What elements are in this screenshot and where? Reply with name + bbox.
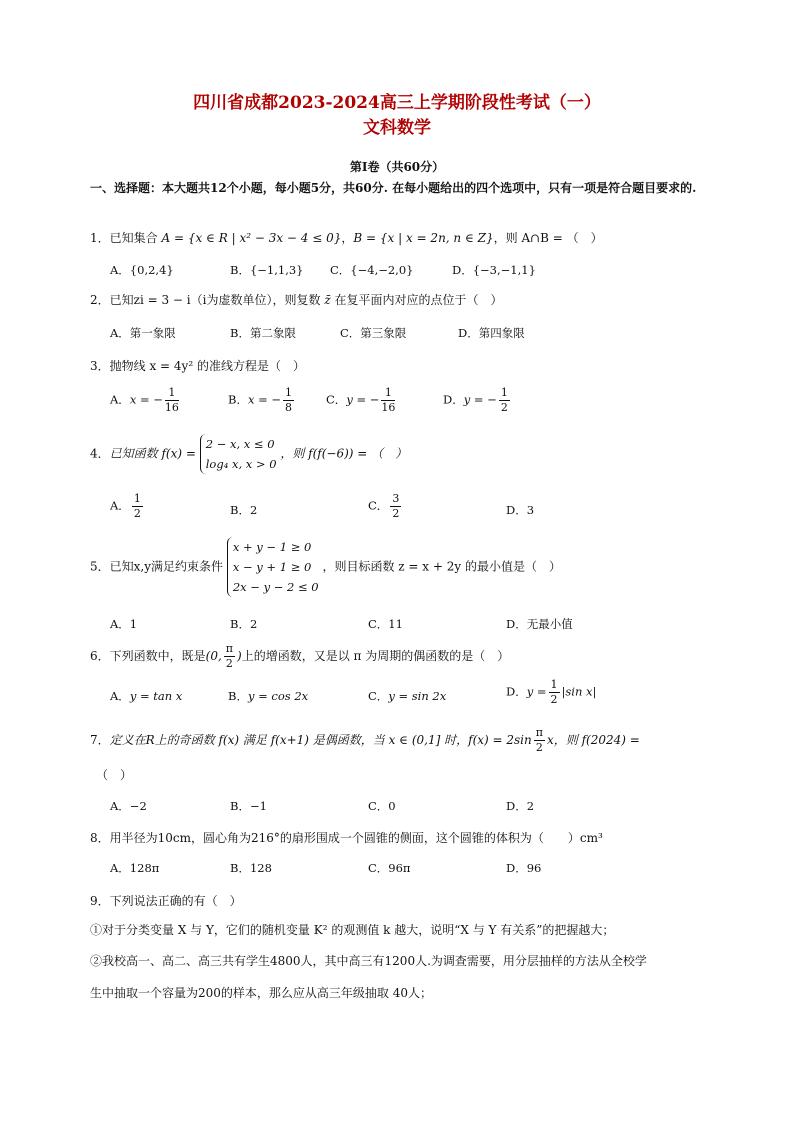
numerator: π [225,642,234,655]
q1-option-c: C．{−4,−2,0} [330,263,414,277]
q2-option-d: D．第四象限 [458,326,525,340]
denominator: 2 [392,507,400,520]
denominator: 2 [133,507,141,520]
question-number: 8． [90,831,110,845]
exam-title: 四川省成都2023-2024高三上学期阶段性考试（一） [193,93,601,113]
q9-statement-2a: ②我校高一、高二、高三共有学生4800人，其中高三有1200人.为调查需要，用分层抽样的方法从全校学 [90,954,647,968]
option-expr: y = sin 2x [388,689,447,703]
q4-option-d [506,502,534,518]
constraint-system [227,537,319,597]
denominator: 2 [535,741,543,754]
question-number: 9． [90,894,110,908]
q9-statement-1: ①对于分类变量 X 与 Y，它们的随机变量 K² 的观测值 k 越大，说明“X 与 Y 有关系”的把握越大； [90,923,615,937]
option-expr: y = [526,684,547,699]
q1-option-a: A．{0,2,4} [110,263,174,277]
fraction [549,678,560,707]
q3-option-c [326,386,397,415]
question-8 [90,829,603,846]
option-label: A． [110,392,130,407]
question-text: 抛物线 x = 4y² 的准线方程是（ ） [109,359,305,373]
fraction [224,642,235,671]
question-text: ， [341,231,354,245]
q7-option-d: D．2 [506,799,535,813]
q5-option-c: C．11 [368,617,403,631]
option-label: D． [506,503,527,517]
option-expr: y = − [346,392,380,407]
denominator: 8 [285,401,293,414]
question-text: 已知集合 [109,231,158,245]
option-expr: x = − [247,392,282,407]
question-7 [90,726,640,755]
q3-option-d [443,386,512,415]
question-9 [90,892,242,909]
question-text: 已知zi = 3 − i（i为虚数单位），则复数 [109,293,321,307]
set-b: B = {x | x = 2n, n ∈ Z} [353,231,494,245]
question-2 [90,291,502,308]
q5-option-a: A．1 [110,617,138,631]
option-label: A． [110,498,130,513]
question-4 [90,434,407,474]
fraction [534,726,545,755]
numerator: 1 [285,386,293,399]
z-conjugate: z̄ [324,293,331,307]
option-expr: y = tan x [129,689,183,703]
q4-option-a [110,492,145,521]
q7-option-a: A．−2 [110,799,147,813]
option-label: D． [443,392,464,407]
question-1 [90,229,603,246]
question-number: 1． [90,231,110,245]
q5-option-d: D．无最小值 [506,617,573,631]
option-expr: |sin x| [561,684,597,699]
question-5 [90,537,561,597]
q8-option-c: C．96π [368,861,411,875]
option-label: C． [368,498,389,513]
piecewise-function [200,434,277,474]
q4-option-b [230,502,257,518]
option-label: C． [326,392,347,407]
question-number: 5． [90,559,110,574]
option-label: A． [110,689,130,703]
option-value: 2 [249,503,258,517]
q6-option-a [110,688,182,704]
exam-subtitle: 文科数学 [363,118,431,138]
question-6 [90,642,509,671]
fraction [390,492,401,521]
q2-option-b: B．第二象限 [230,326,296,340]
constraint-2: x − y + 1 ≥ 0 [232,560,312,574]
denominator: 2 [500,401,508,414]
interval: ) [237,649,242,663]
piece-2: log₄ x, x > 0 [205,457,277,471]
numerator: π [535,726,543,739]
q2-option-c: C．第三象限 [340,326,407,340]
set-a: A = {x ∈ R | x² − 3x − 4 ≤ 0} [161,231,342,245]
option-expr: x = − [129,392,163,407]
question-text: 在复平面内对应的点位于（ ） [334,293,503,307]
q6-option-d [506,678,596,707]
option-label: D． [506,684,527,699]
q1-option-d: D．{−3,−1,1} [452,263,536,277]
option-expr: y = − [463,392,497,407]
q9-statement-2b: 生中抽取一个容量为200的样本，那么应从高三年级抽取 40人； [90,986,432,1000]
question-text: ，则 f(f(−6)) = （ ） [280,446,408,461]
question-text: x，则 f(2024) = [546,733,640,747]
question-text: 用半径为10cm，圆心角为216°的扇形围成一个圆锥的侧面，这个圆锥的体积为（ ）cm³ [109,831,603,845]
question-text: 已知函数 f(x) = [109,446,196,461]
question-text: ，则目标函数 z = x + 2y 的最小值是（ ） [322,559,561,574]
question-number: 2． [90,293,110,307]
q3-option-b [228,386,296,415]
denominator: 2 [225,657,233,670]
numerator: 1 [550,678,558,691]
q6-option-c [368,688,446,704]
denominator: 16 [164,401,179,414]
question-number: 3． [90,359,110,373]
fraction [381,386,395,415]
question-number: 7． [90,733,110,747]
question-text: 下列函数中，既是 [109,649,206,663]
option-expr: y = cos 2x [247,689,309,703]
constraint-3: 2x − y − 2 ≤ 0 [232,580,319,594]
question-3 [90,357,305,374]
piece-1: 2 − x, x ≤ 0 [205,437,275,451]
q2-option-a: A．第一象限 [110,326,176,340]
q8-option-b: B．128 [230,861,272,875]
q7-option-b: B．−1 [230,799,267,813]
option-value: 3 [526,503,535,517]
constraint-1: x + y − 1 ≥ 0 [232,540,312,554]
denominator: 16 [381,401,396,414]
section-title: 第Ⅰ卷（共60分） [349,160,445,174]
numerator: 1 [381,386,395,401]
question-number: 6． [90,649,110,663]
option-label: B． [228,689,248,703]
q8-option-d: D．96 [506,861,542,875]
option-label: B． [230,503,250,517]
question-text: 已知x,y满足约束条件 [109,559,224,574]
question-text: 上的增函数，又是以 π 为周期的偶函数的是（ ） [241,649,510,663]
q7-answer-paren: （ ） [96,768,133,782]
numerator: 3 [392,492,400,505]
q3-option-a [110,386,181,415]
numerator: 1 [133,492,141,505]
q7-option-c: C．0 [368,799,396,813]
denominator: 2 [550,693,558,706]
q5-option-b: B．2 [230,617,258,631]
numerator: 1 [500,386,508,399]
q4-option-c [368,492,403,521]
question-text: 定义在R上的奇函数 f(x) 满足 f(x+1) 是偶函数，当 x ∈ (0,1] 时，f(x) = 2sin [109,733,532,747]
q6-option-b [228,688,308,704]
numerator: 1 [165,386,179,401]
fraction [283,386,294,415]
question-text: ，则 A∩B = （ ） [493,231,603,245]
section-intro: 一、选择题：本大题共12个小题，每小题5分，共60分. 在每小题给出的四个选项中，只有一项是符合题目要求的. [90,181,697,195]
option-label: B． [228,392,248,407]
fraction [132,492,143,521]
question-number: 4． [90,446,110,461]
q1-option-b: B．{−1,1,3} [230,263,304,277]
question-text: 下列说法正确的有（ ） [109,894,242,908]
fraction [499,386,510,415]
option-label: C． [368,689,389,703]
q8-option-a: A．128π [110,861,160,875]
fraction [165,386,179,415]
interval: (0, [205,649,222,663]
